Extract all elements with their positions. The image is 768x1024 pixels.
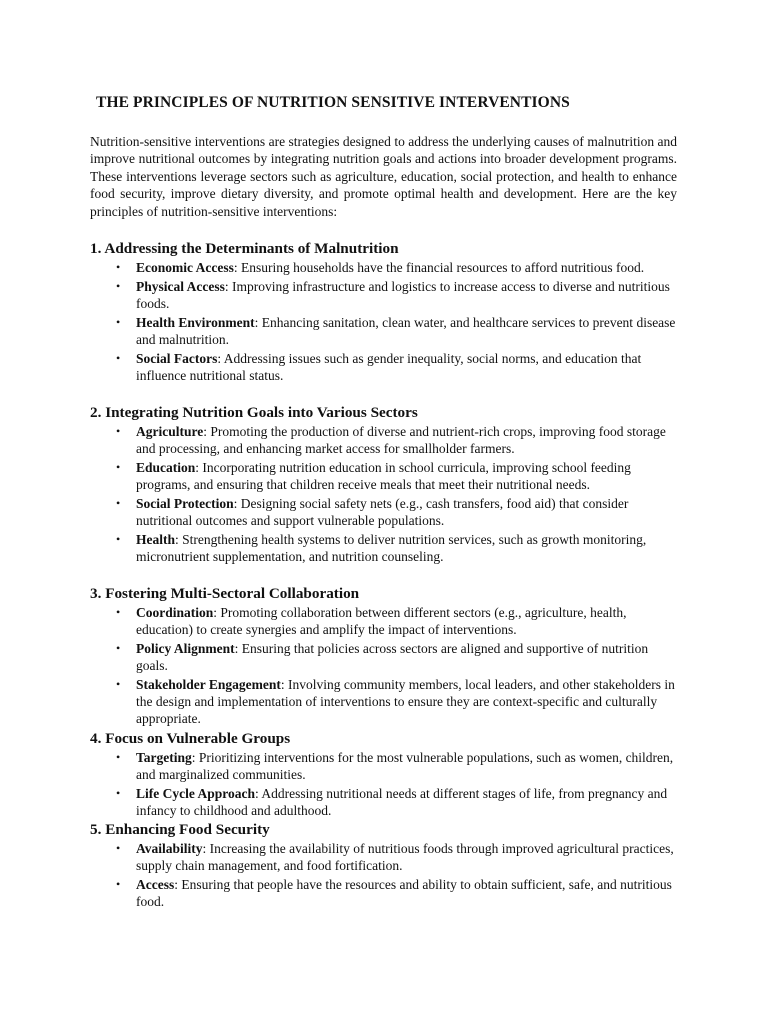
section-heading: 4. Focus on Vulnerable Groups <box>90 730 291 747</box>
bullet-icon: • <box>116 841 121 855</box>
item-term: Availability <box>136 841 203 856</box>
list-item <box>90 259 681 276</box>
item-text: : Promoting the production of diverse and nutrient-rich crops, improving food storage and processing, and enhancing market access for smallholder farmers. <box>136 424 666 457</box>
bullet-list <box>90 259 690 384</box>
bullet-icon: • <box>116 676 121 691</box>
bullet-icon: • <box>116 424 121 438</box>
item-term: Education <box>136 459 196 475</box>
item-text: : Incorporating nutrition education in school curricula, improving school feeding programs, and ensuring that children receive meals that meet their nutritional needs. <box>136 459 631 493</box>
bullet-list <box>90 840 690 910</box>
list-item <box>90 350 681 384</box>
list-item <box>90 314 681 348</box>
bullet-icon: • <box>116 495 121 510</box>
item-text: : Strengthening health systems to deliver nutrition services, such as growth monitoring, micronutrient supplementation, and nutrition counseling. <box>136 531 647 564</box>
item-term: Life Cycle Approach <box>136 785 255 801</box>
item-term: Agriculture <box>136 424 204 439</box>
bullet-icon: • <box>116 260 121 274</box>
section-1 <box>90 240 690 385</box>
bullet-icon: • <box>116 531 121 546</box>
section-heading: 3. Fostering Multi-Sectoral Collaboration <box>90 585 360 602</box>
item-term: Coordination <box>136 605 214 620</box>
section-heading: 5. Enhancing Food Security <box>90 821 270 838</box>
list-item <box>90 749 681 783</box>
item-text: : Ensuring that people have the resources and ability to obtain sufficient, safe, and nutritious food. <box>136 876 672 910</box>
list-item <box>90 785 681 819</box>
item-term: Health <box>136 531 175 547</box>
item-text: : Ensuring households have the financial resources to afford nutritious food. <box>233 260 645 275</box>
item-term: Social Factors <box>136 350 218 366</box>
bullet-icon: • <box>116 278 121 293</box>
item-term: Physical Access <box>136 278 225 294</box>
item-term: Policy Alignment <box>136 640 235 656</box>
item-text: : Addressing issues such as gender inequality, social norms, and education that influence nutritional status. <box>136 350 642 383</box>
item-text: : Designing social safety nets (e.g., cash transfers, food aid) that consider nutritional outcomes and support vulnerable populations. <box>136 495 629 529</box>
section-heading: 2. Integrating Nutrition Goals into Various Sectors <box>90 404 418 421</box>
intro-paragraph: Nutrition-sensitive interventions are strategies designed to address the underlying causes of malnutrition and improve nutritional outcomes by integrating nutrition goals and actions into broader development programs. These interventions leverage sectors such as agriculture, education, social protection, and health to enhance food security, improve dietary diversity, and promote optimal health and development. Here are the key principles of nutrition-sensitive interventions: <box>90 134 677 219</box>
item-term: Stakeholder Engagement <box>136 676 281 692</box>
item-term: Health Environment <box>136 314 255 330</box>
bullet-icon: • <box>116 350 121 365</box>
bullet-list <box>90 423 690 565</box>
item-text: : Improving infrastructure and logistics to increase access to diverse and nutritious foods. <box>136 278 670 311</box>
bullet-list <box>90 749 690 819</box>
bullet-icon: • <box>116 605 121 619</box>
document-title: THE PRINCIPLES OF NUTRITION SENSITIVE INTERVENTIONS <box>96 94 570 111</box>
bullet-icon: • <box>116 876 121 891</box>
section-heading: 1. Addressing the Determinants of Malnutrition <box>90 240 399 257</box>
item-text: : Ensuring that policies across sectors are aligned and supportive of nutrition goals. <box>136 640 649 674</box>
bullet-icon: • <box>116 314 121 329</box>
bullet-icon: • <box>116 785 121 800</box>
item-text: : Involving community members, local leaders, and other stakeholders in the design and implementation of interventions to ensure they are context-specific and culturally appropriate. <box>136 676 675 727</box>
item-text: : Prioritizing interventions for the most vulnerable populations, such as women, children, and marginalized communities. <box>136 750 674 783</box>
item-term: Access <box>136 876 175 892</box>
item-text: : Addressing nutritional needs at different stages of life, from pregnancy and infancy to childhood and adulthood. <box>136 785 668 819</box>
list-item <box>90 423 681 457</box>
item-text: : Promoting collaboration between different sectors (e.g., agriculture, health, education) to create synergies and amplify the impact of interventions. <box>136 605 627 638</box>
section-4 <box>90 730 690 821</box>
section-2 <box>90 404 690 567</box>
list-item <box>90 459 681 493</box>
list-item <box>90 640 681 674</box>
bullet-list <box>90 604 690 727</box>
bullet-icon: • <box>116 459 121 474</box>
section-3 <box>90 585 690 729</box>
list-item <box>90 495 681 529</box>
list-item <box>90 676 681 728</box>
bullet-icon: • <box>116 750 121 764</box>
item-term: Targeting <box>136 750 192 765</box>
item-text: : Increasing the availability of nutritious foods through improved agricultural practices, supply chain management, and food fortification. <box>136 841 674 874</box>
list-item <box>90 840 681 874</box>
item-term: Economic Access <box>136 260 234 275</box>
list-item <box>90 604 681 638</box>
item-text: : Enhancing sanitation, clean water, and healthcare services to prevent disease and malnutrition. <box>136 314 676 347</box>
section-5 <box>90 821 690 912</box>
list-item <box>90 531 681 565</box>
list-item <box>90 278 681 312</box>
bullet-icon: • <box>116 640 121 655</box>
item-term: Social Protection <box>136 495 234 511</box>
list-item <box>90 876 681 910</box>
